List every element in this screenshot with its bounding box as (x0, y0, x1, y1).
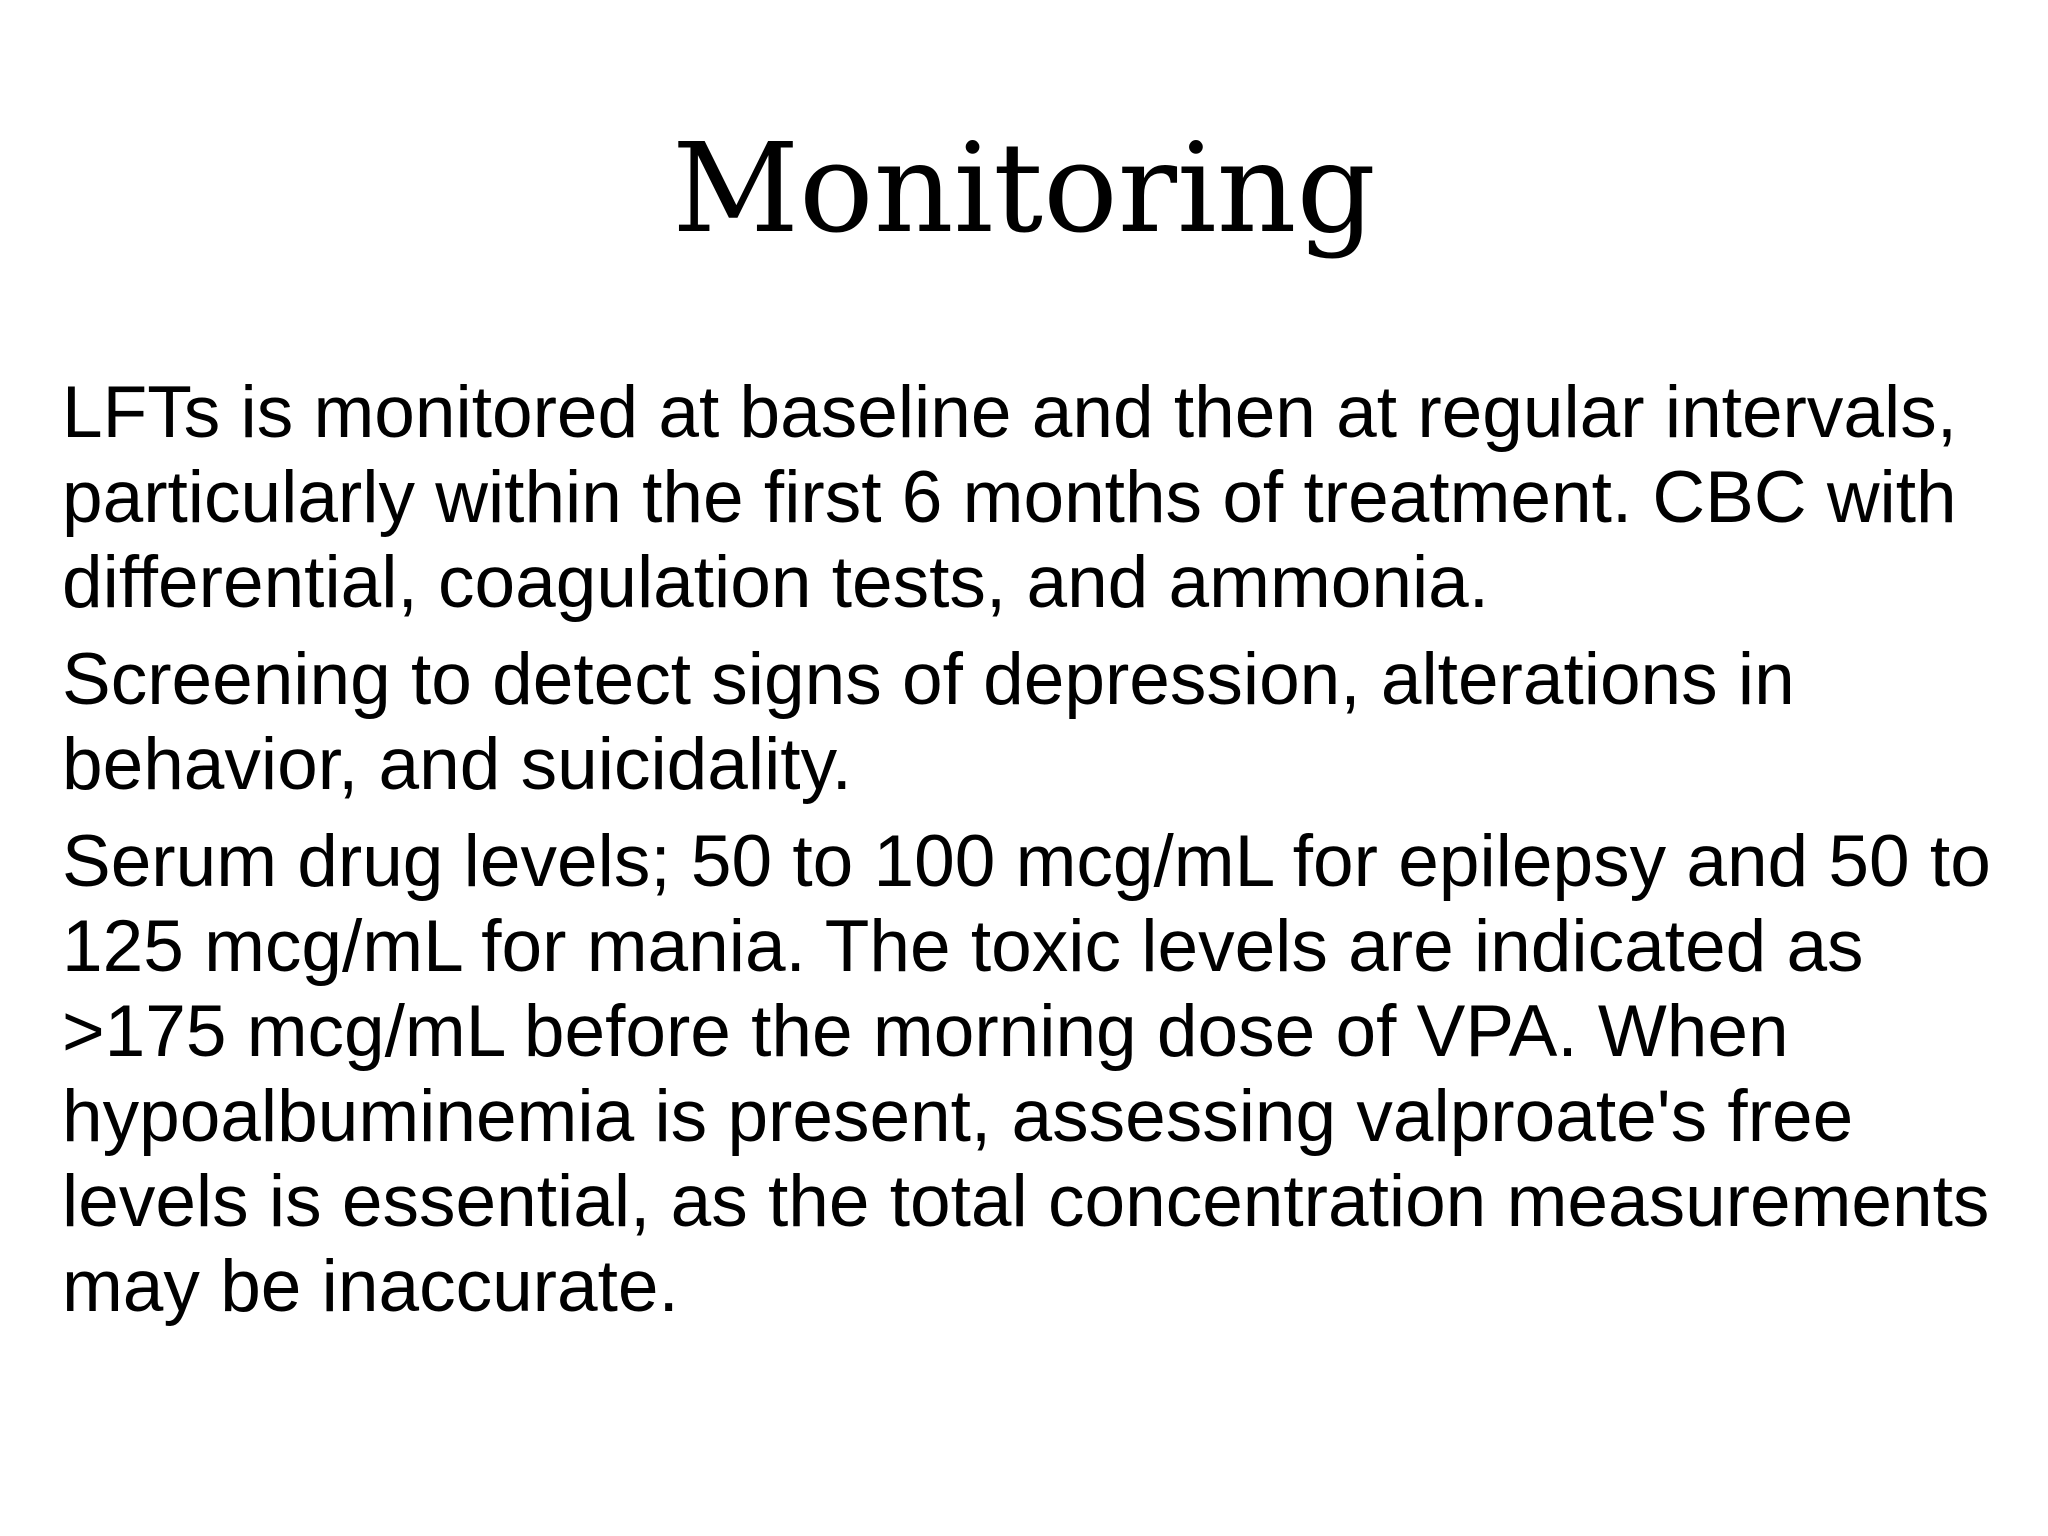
paragraph-serum-drug-levels: Serum drug levels; 50 to 100 mcg/mL for epilepsy and 50 to 125 mcg/mL for mania. The toxic levels are indicated as >175 mcg/mL before the morning dose of VPA. When hypoalbuminemia is present, assessing valproate's free levels is essential, as the total concentration measurements may be inaccurate. (62, 821, 1991, 1327)
paragraph-depression-screening: Screening to detect signs of depression, alterations in behavior, and suicidality. (62, 639, 1795, 805)
slide-title: Monitoring (672, 117, 1376, 261)
slide-body (62, 370, 2022, 1341)
paragraph-lft-monitoring: LFTs is monitored at baseline and then at regular intervals, particularly within the first 6 months of treatment. CBC with differential, coagulation tests, and ammonia. (62, 372, 1957, 623)
